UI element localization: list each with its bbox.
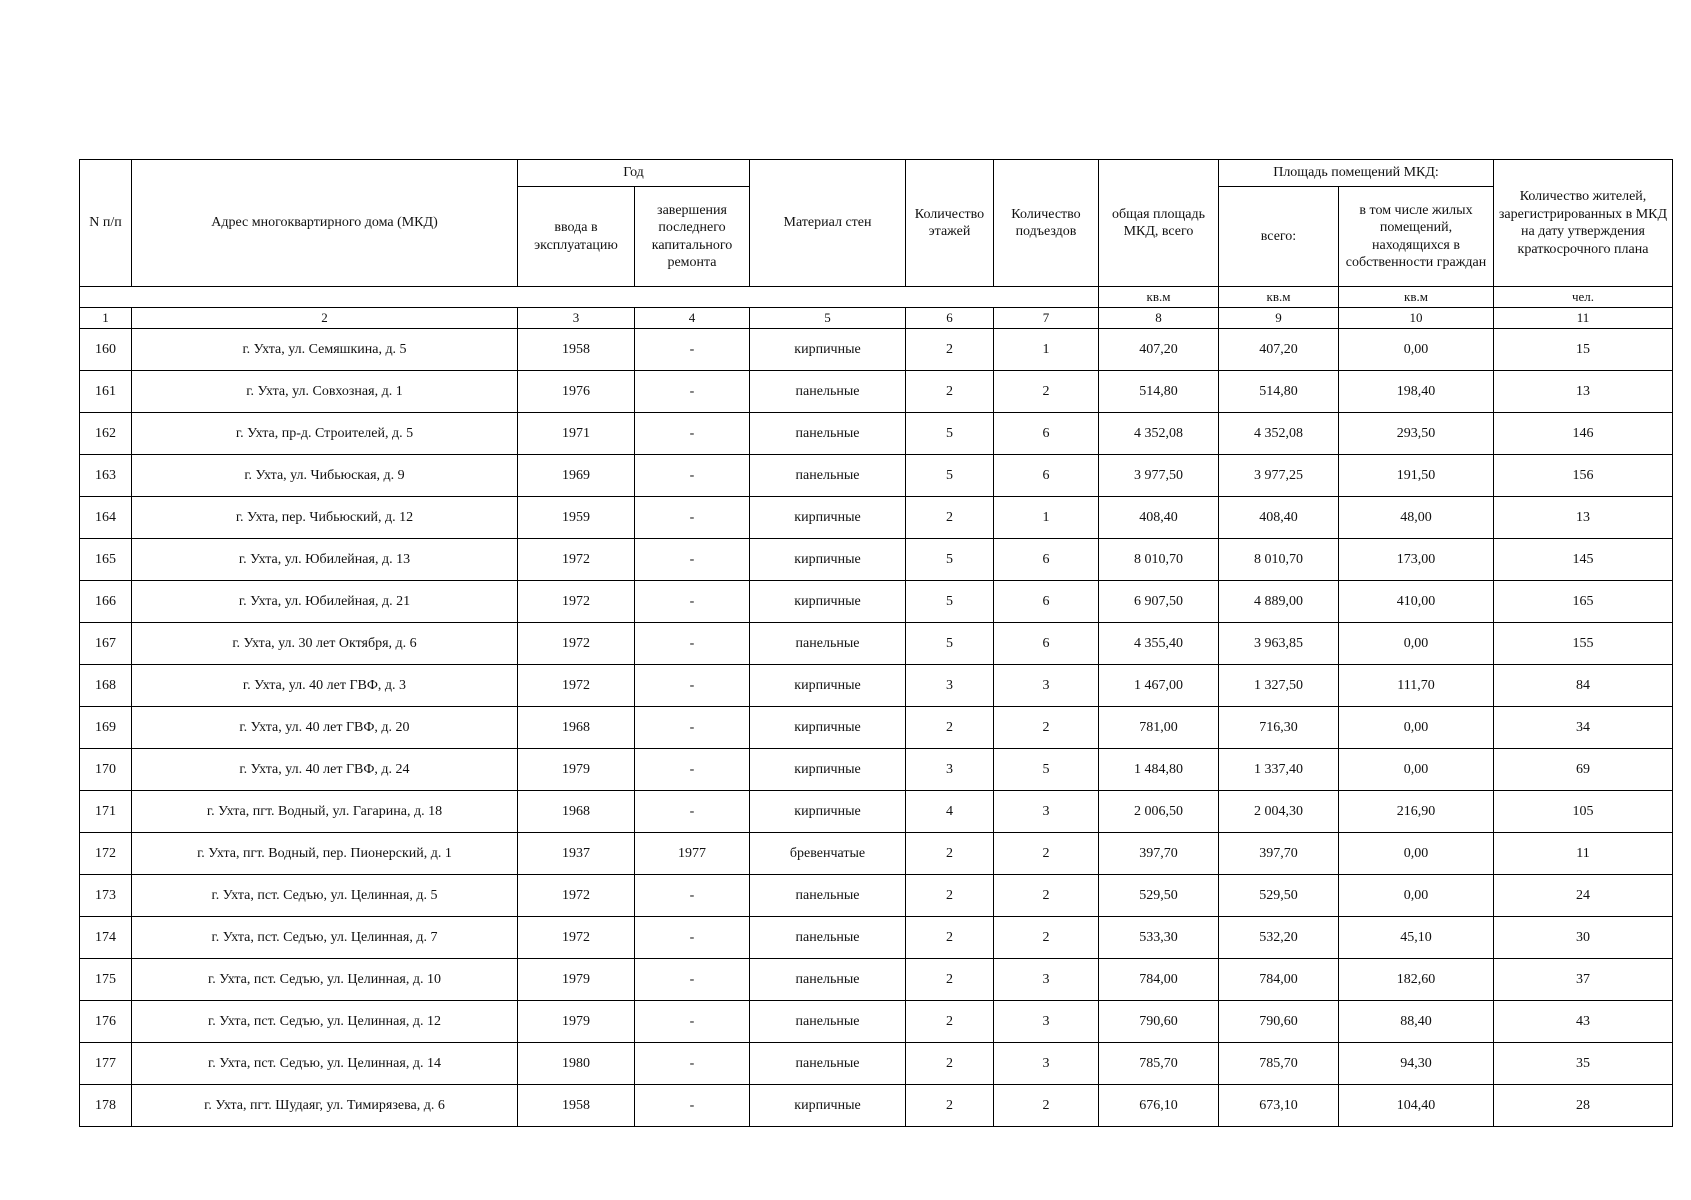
cell-floors: 2	[906, 1001, 994, 1043]
cell-row-number: 164	[80, 497, 132, 539]
header-year: Год	[518, 160, 750, 187]
cell-year-commissioned: 1972	[518, 875, 635, 917]
unit-premises-residential: кв.м	[1339, 287, 1494, 308]
cell-year-last-repair: -	[635, 917, 750, 959]
cell-residents: 84	[1494, 665, 1673, 707]
cell-year-last-repair: -	[635, 623, 750, 665]
header-entrances: Количество подъездов	[994, 160, 1099, 287]
cell-wall-material: панельные	[750, 917, 906, 959]
header-total-area: общая площадь МКД, всего	[1099, 160, 1219, 287]
cell-total-area: 784,00	[1099, 959, 1219, 1001]
cell-premises-total: 3 963,85	[1219, 623, 1339, 665]
table-row	[80, 707, 1673, 749]
cell-year-commissioned: 1969	[518, 455, 635, 497]
cell-entrances: 3	[994, 791, 1099, 833]
table-row	[80, 581, 1673, 623]
cell-wall-material: панельные	[750, 455, 906, 497]
cell-residents: 69	[1494, 749, 1673, 791]
cell-residents: 13	[1494, 371, 1673, 413]
cell-entrances: 1	[994, 497, 1099, 539]
cell-premises-total: 408,40	[1219, 497, 1339, 539]
cell-premises-total: 529,50	[1219, 875, 1339, 917]
cell-year-last-repair: -	[635, 749, 750, 791]
cell-wall-material: кирпичные	[750, 791, 906, 833]
cell-year-last-repair: 1977	[635, 833, 750, 875]
cell-floors: 2	[906, 833, 994, 875]
cell-year-commissioned: 1958	[518, 329, 635, 371]
cell-entrances: 1	[994, 329, 1099, 371]
cell-premises-total: 4 889,00	[1219, 581, 1339, 623]
column-number: 5	[750, 308, 906, 329]
table-body	[80, 329, 1673, 1127]
cell-total-area: 790,60	[1099, 1001, 1219, 1043]
cell-entrances: 2	[994, 875, 1099, 917]
cell-year-last-repair: -	[635, 1085, 750, 1127]
cell-row-number: 174	[80, 917, 132, 959]
header-year-commissioned: ввода в эксплуатацию	[518, 187, 635, 287]
header-floors: Количество этажей	[906, 160, 994, 287]
column-number: 1	[80, 308, 132, 329]
cell-year-commissioned: 1968	[518, 791, 635, 833]
cell-residents: 35	[1494, 1043, 1673, 1085]
cell-wall-material: кирпичные	[750, 707, 906, 749]
cell-premises-total: 514,80	[1219, 371, 1339, 413]
cell-premises-total: 1 337,40	[1219, 749, 1339, 791]
table-row	[80, 665, 1673, 707]
cell-wall-material: кирпичные	[750, 329, 906, 371]
cell-premises-total: 8 010,70	[1219, 539, 1339, 581]
cell-entrances: 2	[994, 1085, 1099, 1127]
cell-year-commissioned: 1980	[518, 1043, 635, 1085]
cell-address: г. Ухта, пгт. Шудаяг, ул. Тимирязева, д. 6	[132, 1085, 518, 1127]
cell-premises-residential: 191,50	[1339, 455, 1494, 497]
cell-wall-material: кирпичные	[750, 1085, 906, 1127]
cell-wall-material: панельные	[750, 623, 906, 665]
cell-wall-material: кирпичные	[750, 497, 906, 539]
cell-total-area: 4 355,40	[1099, 623, 1219, 665]
cell-row-number: 178	[80, 1085, 132, 1127]
cell-residents: 165	[1494, 581, 1673, 623]
cell-year-last-repair: -	[635, 455, 750, 497]
cell-premises-total: 397,70	[1219, 833, 1339, 875]
cell-floors: 2	[906, 1043, 994, 1085]
cell-address: г. Ухта, ул. 40 лет ГВФ, д. 20	[132, 707, 518, 749]
cell-premises-residential: 410,00	[1339, 581, 1494, 623]
header-wall-material: Материал стен	[750, 160, 906, 287]
cell-floors: 5	[906, 539, 994, 581]
cell-address: г. Ухта, ул. Юбилейная, д. 13	[132, 539, 518, 581]
cell-year-commissioned: 1972	[518, 665, 635, 707]
column-number: 6	[906, 308, 994, 329]
header-address: Адрес многоквартирного дома (МКД)	[132, 160, 518, 287]
cell-entrances: 3	[994, 665, 1099, 707]
housing-table	[79, 159, 1673, 1127]
table-row	[80, 371, 1673, 413]
table-row	[80, 623, 1673, 665]
cell-floors: 2	[906, 497, 994, 539]
cell-total-area: 533,30	[1099, 917, 1219, 959]
cell-year-commissioned: 1972	[518, 623, 635, 665]
cell-year-last-repair: -	[635, 707, 750, 749]
cell-premises-total: 1 327,50	[1219, 665, 1339, 707]
column-number: 8	[1099, 308, 1219, 329]
cell-row-number: 177	[80, 1043, 132, 1085]
cell-premises-total: 785,70	[1219, 1043, 1339, 1085]
cell-residents: 155	[1494, 623, 1673, 665]
cell-entrances: 3	[994, 959, 1099, 1001]
cell-address: г. Ухта, ул. Чибьюская, д. 9	[132, 455, 518, 497]
header-premises-total: всего:	[1219, 187, 1339, 287]
cell-entrances: 3	[994, 1043, 1099, 1085]
cell-premises-residential: 94,30	[1339, 1043, 1494, 1085]
cell-wall-material: бревенчатые	[750, 833, 906, 875]
cell-premises-residential: 0,00	[1339, 749, 1494, 791]
cell-residents: 11	[1494, 833, 1673, 875]
header-year-last-repair: завершения последнего капитального ремонта	[635, 187, 750, 287]
cell-row-number: 165	[80, 539, 132, 581]
table-row	[80, 329, 1673, 371]
cell-year-last-repair: -	[635, 875, 750, 917]
cell-total-area: 6 907,50	[1099, 581, 1219, 623]
cell-row-number: 170	[80, 749, 132, 791]
cell-year-commissioned: 1958	[518, 1085, 635, 1127]
cell-row-number: 168	[80, 665, 132, 707]
cell-premises-residential: 0,00	[1339, 875, 1494, 917]
cell-address: г. Ухта, ул. Семяшкина, д. 5	[132, 329, 518, 371]
cell-row-number: 162	[80, 413, 132, 455]
cell-year-commissioned: 1979	[518, 959, 635, 1001]
cell-row-number: 167	[80, 623, 132, 665]
cell-year-last-repair: -	[635, 1001, 750, 1043]
cell-address: г. Ухта, пр-д. Строителей, д. 5	[132, 413, 518, 455]
cell-address: г. Ухта, пер. Чибьюский, д. 12	[132, 497, 518, 539]
cell-residents: 24	[1494, 875, 1673, 917]
cell-residents: 146	[1494, 413, 1673, 455]
cell-premises-residential: 173,00	[1339, 539, 1494, 581]
cell-wall-material: панельные	[750, 371, 906, 413]
column-number: 4	[635, 308, 750, 329]
column-number: 3	[518, 308, 635, 329]
table-row	[80, 1001, 1673, 1043]
cell-wall-material: панельные	[750, 959, 906, 1001]
cell-floors: 5	[906, 623, 994, 665]
cell-address: г. Ухта, ул. 40 лет ГВФ, д. 24	[132, 749, 518, 791]
cell-address: г. Ухта, пст. Седъю, ул. Целинная, д. 5	[132, 875, 518, 917]
cell-premises-total: 784,00	[1219, 959, 1339, 1001]
cell-premises-total: 407,20	[1219, 329, 1339, 371]
cell-year-last-repair: -	[635, 329, 750, 371]
cell-total-area: 1 467,00	[1099, 665, 1219, 707]
cell-entrances: 6	[994, 623, 1099, 665]
cell-residents: 156	[1494, 455, 1673, 497]
cell-total-area: 1 484,80	[1099, 749, 1219, 791]
cell-premises-residential: 0,00	[1339, 833, 1494, 875]
cell-floors: 2	[906, 707, 994, 749]
cell-premises-residential: 198,40	[1339, 371, 1494, 413]
cell-premises-residential: 216,90	[1339, 791, 1494, 833]
table-row	[80, 539, 1673, 581]
cell-wall-material: панельные	[750, 1001, 906, 1043]
cell-entrances: 2	[994, 833, 1099, 875]
cell-total-area: 407,20	[1099, 329, 1219, 371]
unit-total-area: кв.м	[1099, 287, 1219, 308]
table-row	[80, 455, 1673, 497]
cell-floors: 2	[906, 329, 994, 371]
cell-entrances: 2	[994, 917, 1099, 959]
cell-floors: 5	[906, 581, 994, 623]
cell-row-number: 171	[80, 791, 132, 833]
table-row	[80, 1085, 1673, 1127]
cell-row-number: 161	[80, 371, 132, 413]
cell-total-area: 408,40	[1099, 497, 1219, 539]
cell-premises-residential: 111,70	[1339, 665, 1494, 707]
cell-year-commissioned: 1971	[518, 413, 635, 455]
cell-year-last-repair: -	[635, 413, 750, 455]
cell-entrances: 3	[994, 1001, 1099, 1043]
cell-premises-residential: 88,40	[1339, 1001, 1494, 1043]
cell-floors: 5	[906, 413, 994, 455]
cell-floors: 3	[906, 749, 994, 791]
cell-wall-material: кирпичные	[750, 749, 906, 791]
cell-address: г. Ухта, пст. Седъю, ул. Целинная, д. 12	[132, 1001, 518, 1043]
cell-entrances: 6	[994, 413, 1099, 455]
cell-row-number: 163	[80, 455, 132, 497]
table-row	[80, 749, 1673, 791]
cell-premises-residential: 0,00	[1339, 329, 1494, 371]
column-number: 10	[1339, 308, 1494, 329]
unit-residents: чел.	[1494, 287, 1673, 308]
cell-address: г. Ухта, пст. Седъю, ул. Целинная, д. 14	[132, 1043, 518, 1085]
cell-premises-total: 2 004,30	[1219, 791, 1339, 833]
cell-address: г. Ухта, ул. 40 лет ГВФ, д. 3	[132, 665, 518, 707]
table-row	[80, 875, 1673, 917]
cell-residents: 13	[1494, 497, 1673, 539]
cell-year-commissioned: 1968	[518, 707, 635, 749]
cell-year-last-repair: -	[635, 497, 750, 539]
column-number: 7	[994, 308, 1099, 329]
cell-total-area: 397,70	[1099, 833, 1219, 875]
cell-row-number: 160	[80, 329, 132, 371]
cell-total-area: 4 352,08	[1099, 413, 1219, 455]
cell-row-number: 175	[80, 959, 132, 1001]
table-row	[80, 497, 1673, 539]
cell-year-commissioned: 1979	[518, 749, 635, 791]
cell-entrances: 6	[994, 581, 1099, 623]
cell-residents: 30	[1494, 917, 1673, 959]
cell-year-commissioned: 1972	[518, 581, 635, 623]
cell-total-area: 2 006,50	[1099, 791, 1219, 833]
header-premises-residential: в том числе жилых помещений, находящихся в собственности граждан	[1339, 187, 1494, 287]
cell-year-last-repair: -	[635, 665, 750, 707]
column-number: 2	[132, 308, 518, 329]
cell-entrances: 2	[994, 371, 1099, 413]
cell-residents: 43	[1494, 1001, 1673, 1043]
cell-row-number: 169	[80, 707, 132, 749]
cell-premises-total: 532,20	[1219, 917, 1339, 959]
cell-premises-residential: 0,00	[1339, 623, 1494, 665]
table-row	[80, 413, 1673, 455]
header-premises-area: Площадь помещений МКД:	[1219, 160, 1494, 187]
cell-wall-material: панельные	[750, 875, 906, 917]
cell-total-area: 529,50	[1099, 875, 1219, 917]
cell-total-area: 781,00	[1099, 707, 1219, 749]
cell-floors: 3	[906, 665, 994, 707]
cell-premises-residential: 293,50	[1339, 413, 1494, 455]
cell-address: г. Ухта, пгт. Водный, ул. Гагарина, д. 18	[132, 791, 518, 833]
cell-year-commissioned: 1972	[518, 917, 635, 959]
cell-floors: 5	[906, 455, 994, 497]
cell-address: г. Ухта, пст. Седъю, ул. Целинная, д. 7	[132, 917, 518, 959]
cell-total-area: 3 977,50	[1099, 455, 1219, 497]
cell-premises-total: 3 977,25	[1219, 455, 1339, 497]
cell-wall-material: панельные	[750, 413, 906, 455]
cell-address: г. Ухта, пст. Седъю, ул. Целинная, д. 10	[132, 959, 518, 1001]
cell-wall-material: кирпичные	[750, 665, 906, 707]
cell-entrances: 5	[994, 749, 1099, 791]
cell-row-number: 166	[80, 581, 132, 623]
cell-year-last-repair: -	[635, 791, 750, 833]
cell-floors: 2	[906, 1085, 994, 1127]
table-row	[80, 959, 1673, 1001]
cell-premises-total: 4 352,08	[1219, 413, 1339, 455]
cell-row-number: 172	[80, 833, 132, 875]
cell-residents: 28	[1494, 1085, 1673, 1127]
cell-premises-total: 790,60	[1219, 1001, 1339, 1043]
header-num: N п/п	[80, 160, 132, 287]
cell-residents: 37	[1494, 959, 1673, 1001]
cell-total-area: 676,10	[1099, 1085, 1219, 1127]
table-row	[80, 833, 1673, 875]
cell-residents: 145	[1494, 539, 1673, 581]
header-residents: Количество жителей, зарегистрированных в МКД на дату утверждения краткосрочного плана	[1494, 160, 1673, 287]
cell-residents: 105	[1494, 791, 1673, 833]
table-row	[80, 917, 1673, 959]
cell-address: г. Ухта, ул. Юбилейная, д. 21	[132, 581, 518, 623]
cell-floors: 2	[906, 917, 994, 959]
cell-floors: 2	[906, 959, 994, 1001]
cell-year-commissioned: 1972	[518, 539, 635, 581]
cell-year-commissioned: 1959	[518, 497, 635, 539]
cell-year-commissioned: 1937	[518, 833, 635, 875]
table-row	[80, 791, 1673, 833]
cell-premises-residential: 104,40	[1339, 1085, 1494, 1127]
cell-wall-material: кирпичные	[750, 539, 906, 581]
cell-year-last-repair: -	[635, 959, 750, 1001]
cell-premises-residential: 0,00	[1339, 707, 1494, 749]
cell-wall-material: кирпичные	[750, 581, 906, 623]
cell-premises-residential: 45,10	[1339, 917, 1494, 959]
cell-premises-total: 673,10	[1219, 1085, 1339, 1127]
cell-address: г. Ухта, пгт. Водный, пер. Пионерский, д. 1	[132, 833, 518, 875]
cell-premises-residential: 182,60	[1339, 959, 1494, 1001]
cell-year-commissioned: 1976	[518, 371, 635, 413]
cell-year-last-repair: -	[635, 539, 750, 581]
cell-total-area: 785,70	[1099, 1043, 1219, 1085]
cell-year-commissioned: 1979	[518, 1001, 635, 1043]
unit-premises-total: кв.м	[1219, 287, 1339, 308]
cell-address: г. Ухта, ул. 30 лет Октября, д. 6	[132, 623, 518, 665]
cell-entrances: 6	[994, 539, 1099, 581]
table-row	[80, 1043, 1673, 1085]
cell-total-area: 514,80	[1099, 371, 1219, 413]
cell-entrances: 2	[994, 707, 1099, 749]
cell-year-last-repair: -	[635, 371, 750, 413]
cell-floors: 2	[906, 875, 994, 917]
cell-floors: 2	[906, 371, 994, 413]
cell-address: г. Ухта, ул. Совхозная, д. 1	[132, 371, 518, 413]
column-number: 11	[1494, 308, 1673, 329]
cell-year-last-repair: -	[635, 581, 750, 623]
cell-premises-residential: 48,00	[1339, 497, 1494, 539]
column-number: 9	[1219, 308, 1339, 329]
cell-premises-total: 716,30	[1219, 707, 1339, 749]
cell-row-number: 176	[80, 1001, 132, 1043]
cell-year-last-repair: -	[635, 1043, 750, 1085]
unit-spacer	[80, 287, 1099, 308]
cell-residents: 15	[1494, 329, 1673, 371]
cell-floors: 4	[906, 791, 994, 833]
cell-entrances: 6	[994, 455, 1099, 497]
cell-row-number: 173	[80, 875, 132, 917]
cell-total-area: 8 010,70	[1099, 539, 1219, 581]
cell-wall-material: панельные	[750, 1043, 906, 1085]
cell-residents: 34	[1494, 707, 1673, 749]
